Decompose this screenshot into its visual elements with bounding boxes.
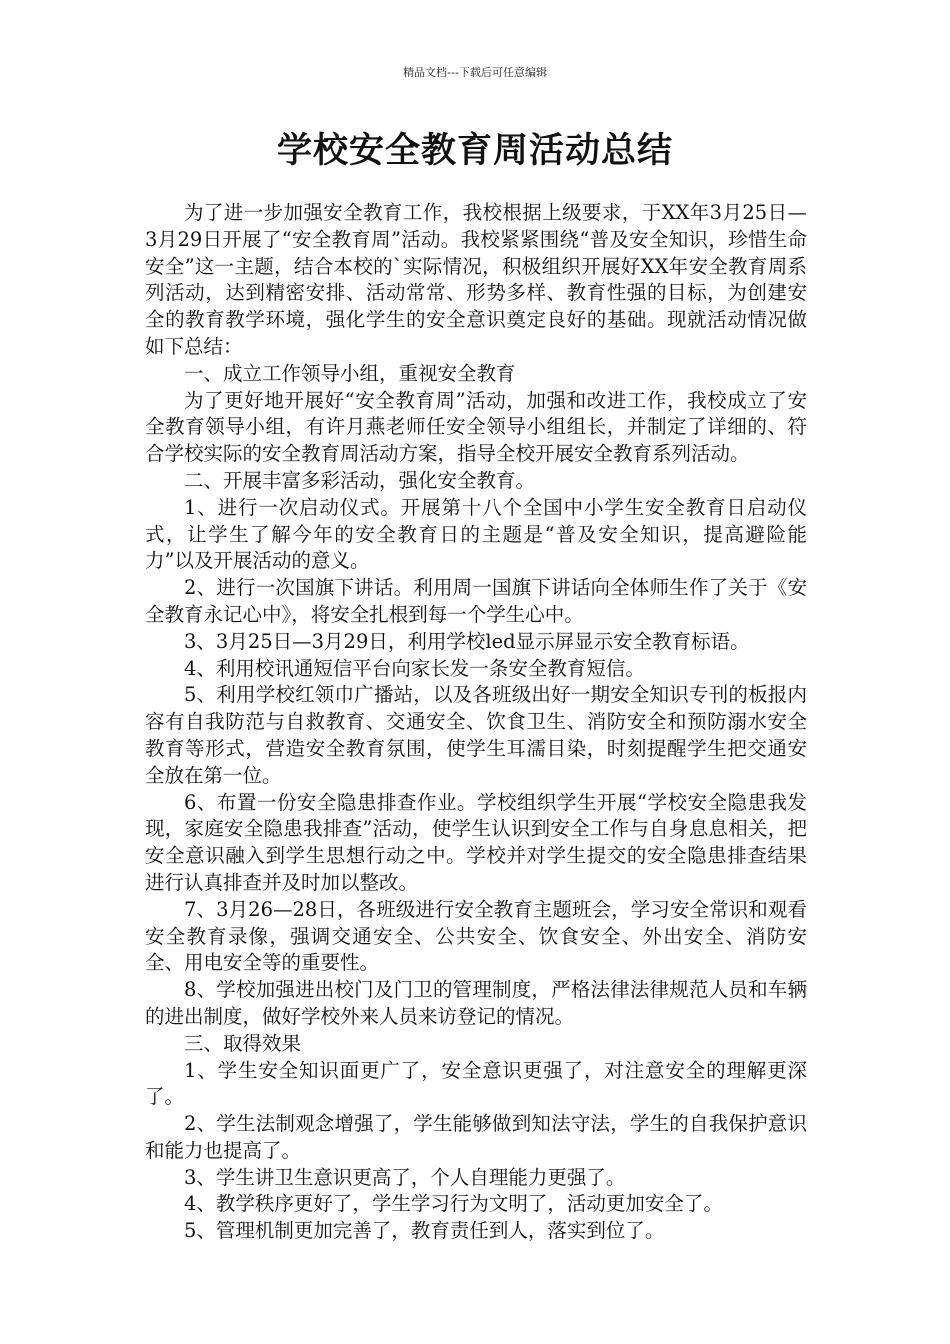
activity-item-5: 5、利用学校红领巾广播站，以及各班级出好一期安全知识专刊的板报内容有自我防范与自救教育、交通安全、饮食卫生、消防安全和预防溺水安全教育等形式，营造安全教育氛围，使学生耳濡目染，时刻提醒学生把交通安全放在第一位。 [145,683,807,787]
activity-item-7: 7、3月26—28日，各班级进行安全教育主题班会，学习安全常识和观看安全教育录像，强调交通安全、公共安全、饮食安全、外出安全、消防安全、用电安全等的重要性。 [145,897,807,975]
activity-item-6: 6、布置一份安全隐患排查作业。学校组织学生开展“学校安全隐患我发现，家庭安全隐患我排查”活动，使学生认识到安全工作与自身息息相关，把安全意识融入到学生思想行动之中。学校并对学生提交的安全隐患排查结果进行认真排查并及时加以整改。 [145,790,807,894]
activity-item-8: 8、学校加强进出校门及门卫的管理制度，严格法律法律规范人员和车辆的进出制度，做好学校外来人员来访登记的情况。 [145,978,807,1028]
section-1-paragraph: 为了更好地开展好“安全教育周”活动，加强和改进工作，我校成立了安全教育领导小组，有许月燕老师任安全领导小组组长，并制定了详细的、符合学校实际的安全教育周活动方案，指导全校开展安全教育系列活动。 [145,388,807,466]
section-heading-3: 三、取得效果 [184,1031,302,1055]
activity-item-2: 2、进行一次国旗下讲话。利用周一国旗下讲话向全体师生作了关于《安全教育永记心中》，将安全扎根到每一个学生心中。 [145,576,807,626]
result-item-5: 5、管理机制更加完善了，教育责任到人，落实到位了。 [184,1219,665,1243]
intro-paragraph: 为了进一步加强安全教育工作，我校根据上级要求，于XX年3月25日—3月29日开展了“安全教育周”活动。我校紧紧围绕“普及安全知识，珍惜生命安全”这一主题，结合本校的`实际情况，积极组织开展好XX年安全教育周系列活动，达到精密安排、活动常常、形势多样、教育性强的目标，为创建安全的教育教学环境，强化学生的安全意识奠定良好的基础。现就活动情况做如下总结： [145,201,807,358]
section-heading-1: 一、成立工作领导小组，重视安全教育 [184,361,516,385]
document-title: 学校安全教育周活动总结 [276,131,673,171]
header-note: 精品文档---下载后可任意编辑 [403,66,547,79]
activity-item-4: 4、利用校讯通短信平台向家长发一条安全教育短信。 [184,656,645,680]
activity-item-3: 3、3月25日—3月29日，利用学校led显示屏显示安全教育标语。 [184,629,750,653]
result-item-3: 3、学生讲卫生意识更高了，个人自理能力更强了。 [184,1165,626,1189]
result-item-1: 1、学生安全知识面更广了，安全意识更强了，对注意安全的理解更深了。 [145,1058,807,1109]
result-item-4: 4、教学秩序更好了，学生学习行为文明了，活动更加安全了。 [184,1192,723,1216]
document-body [145,200,807,1245]
section-heading-2: 二、开展丰富多彩活动，强化安全教育。 [184,468,536,492]
activity-item-1: 1、进行一次启动仪式。开展第十八个全国中小学生安全教育日启动仪式，让学生了解今年的安全教育日的主题是“普及安全知识，提高避险能力”以及开展活动的意义。 [145,495,807,573]
result-item-2: 2、学生法制观念增强了，学生能够做到知法守法，学生的自我保护意识和能力也提高了。 [145,1112,807,1162]
